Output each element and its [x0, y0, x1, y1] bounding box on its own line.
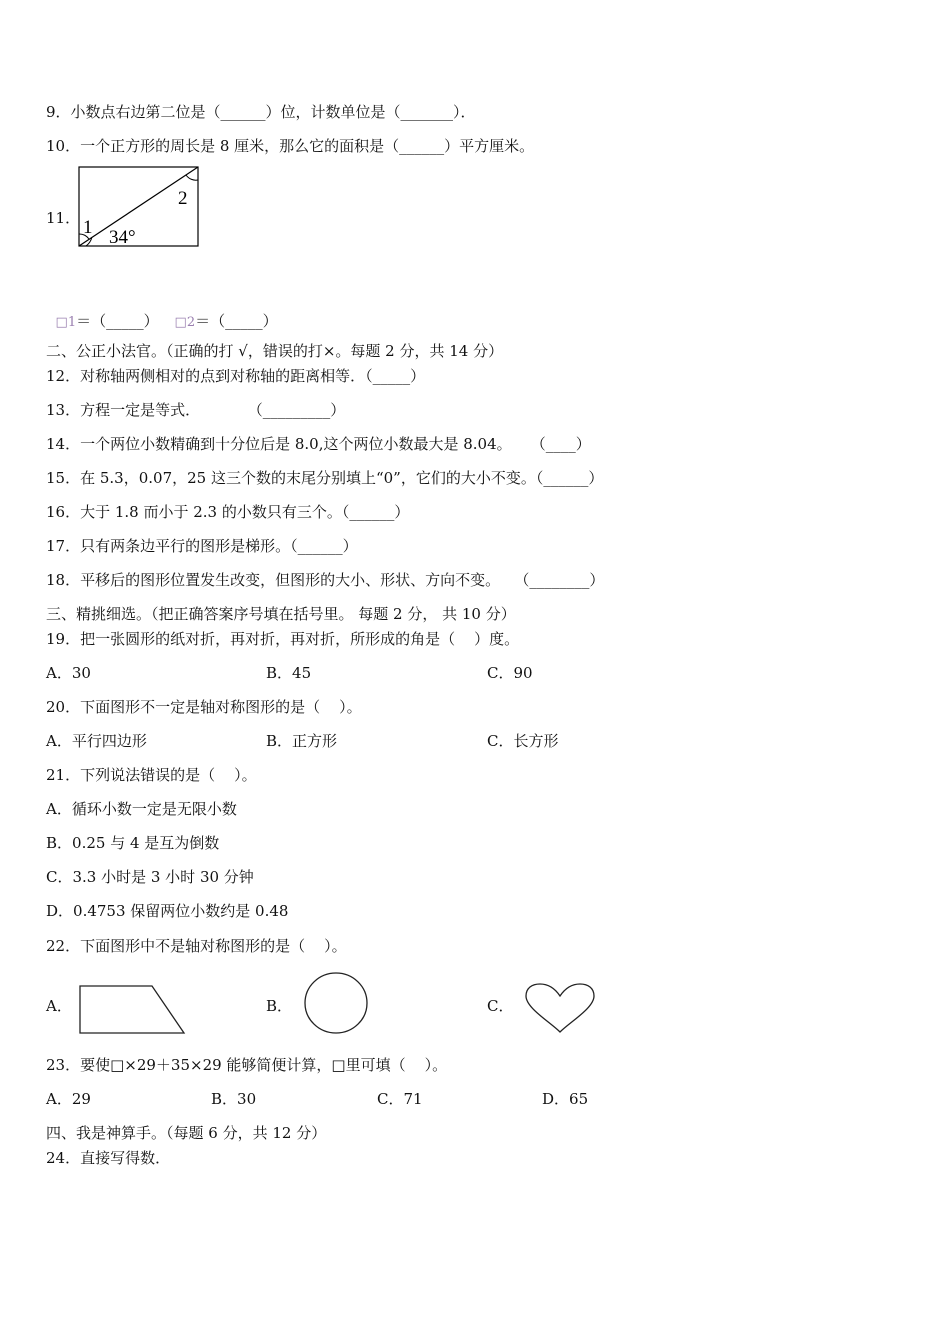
q22-option-a-label: A．	[46, 997, 72, 1015]
q19-option-c: C．90	[487, 664, 533, 682]
q21-option-c: C．3.3 小时是 3 小时 30 分钟	[46, 868, 254, 886]
section-3-heading: 三、精挑细选。（把正确答案序号填在括号里。 每题 2 分， 共 10 分）	[46, 605, 516, 623]
question-24: 24．直接写得数．	[46, 1149, 171, 1167]
q20-option-b: B．正方形	[266, 732, 338, 750]
q20-option-c: C．长方形	[487, 732, 559, 750]
q19-option-b: B．45	[266, 664, 312, 682]
angle-1-blank: ＝（_____）	[76, 312, 159, 330]
angle-label-1: 1	[83, 217, 93, 238]
circle-shape	[302, 970, 370, 1036]
question-11-number: 11．	[46, 209, 81, 227]
question-12: 12．对称轴两侧相对的点到对称轴的距离相等．（_____）	[46, 367, 426, 385]
q21-option-a: A．循环小数一定是无限小数	[46, 800, 237, 818]
question-23: 23．要使□×29＋35×29 能够简便计算，□里可填（ ）。	[46, 1056, 448, 1074]
q23-option-b: B．30	[211, 1090, 257, 1108]
question-11-answer-1	[46, 291, 159, 333]
question-10: 10．一个正方形的周长是 8 厘米，那么它的面积是（______）平方厘米。	[46, 137, 535, 155]
question-22: 22．下面图形中不是轴对称图形的是（ ）。	[46, 937, 347, 955]
question-15: 15．在 5.3，0.07，25 这三个数的末尾分别填上“0”，它们的大小不变。（______）	[46, 469, 604, 487]
q22-option-b-label: B．	[266, 997, 293, 1015]
q19-option-a: A．30	[46, 664, 91, 682]
question-19: 19．把一张圆形的纸对折，再对折，再对折，所形成的角是（ ）度。	[46, 630, 520, 648]
question-13: 13．方程一定是等式． （_________）	[46, 401, 346, 419]
q23-option-c: C．71	[377, 1090, 423, 1108]
angle-1-glyph: □1	[55, 315, 77, 330]
rectangle-diagonal-figure	[78, 166, 200, 248]
angle-arc-2	[186, 175, 198, 180]
angle-label-34: 34°	[109, 227, 136, 248]
question-20: 20．下面图形不一定是轴对称图形的是（ ）。	[46, 698, 362, 716]
question-17: 17．只有两条边平行的图形是梯形。（______）	[46, 537, 358, 555]
q23-option-d: D．65	[542, 1090, 589, 1108]
q20-option-a: A．平行四边形	[46, 732, 147, 750]
section-4-heading: 四、我是神算手。（每题 6 分，共 12 分）	[46, 1124, 327, 1142]
angle-2-blank: ＝（_____）	[195, 312, 278, 330]
heart-shape	[522, 982, 598, 1036]
q23-option-a: A．29	[46, 1090, 91, 1108]
section-2-heading: 二、公正小法官。（正确的打 √，错误的打×。每题 2 分，共 14 分）	[46, 342, 504, 360]
question-9: 9．小数点右边第二位是（______）位，计数单位是（_______）．	[46, 103, 476, 121]
question-21: 21．下列说法错误的是（ ）。	[46, 766, 257, 784]
question-16: 16．大于 1.8 而小于 2.3 的小数只有三个。（______）	[46, 503, 410, 521]
trapezoid-shape	[78, 984, 188, 1036]
q22-option-c-label: C．	[487, 997, 514, 1015]
angle-label-2: 2	[178, 188, 188, 209]
question-14: 14．一个两位小数精确到十分位后是 8.0,这个两位小数最大是 8.04。 （____）	[46, 435, 591, 453]
angle-2-glyph: □2	[174, 315, 196, 330]
question-11-answer-2	[165, 291, 278, 333]
q21-option-b: B．0.25 与 4 是互为倒数	[46, 834, 220, 852]
question-18: 18．平移后的图形位置发生改变，但图形的大小、形状、方向不变。 （________）	[46, 571, 605, 589]
q21-option-d: D．0.4753 保留两位小数约是 0.48	[46, 902, 289, 920]
